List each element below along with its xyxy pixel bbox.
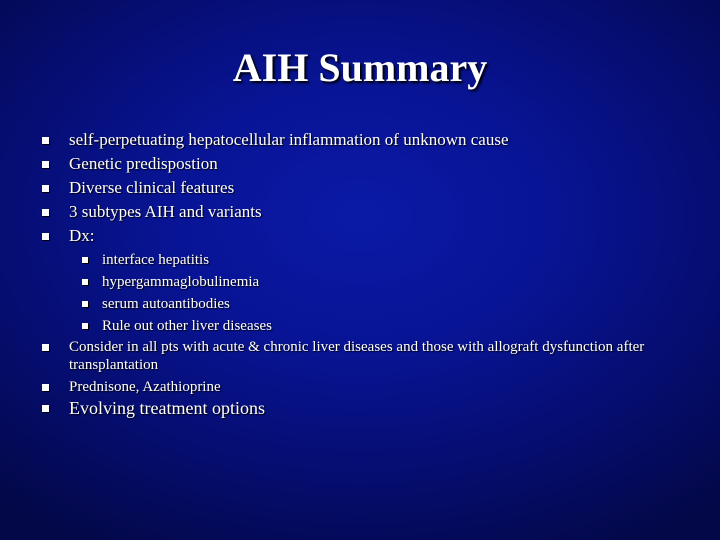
sub-bullet-text: Rule out other liver diseases bbox=[102, 318, 272, 334]
square-bullet-icon bbox=[42, 233, 49, 240]
bullet-text: Evolving treatment options bbox=[69, 398, 265, 418]
square-bullet-icon bbox=[42, 161, 49, 168]
sub-bullet-text: hypergammaglobulinemia bbox=[102, 274, 260, 290]
square-bullet-icon bbox=[42, 185, 49, 192]
slide-title: AIH Summary bbox=[232, 45, 488, 90]
bullet-item bbox=[42, 176, 662, 200]
bullet-list bbox=[42, 128, 662, 420]
bullet-item bbox=[42, 200, 662, 224]
square-bullet-icon bbox=[42, 209, 49, 216]
square-bullet-icon bbox=[42, 384, 49, 391]
bullet-item bbox=[42, 396, 662, 420]
square-bullet-icon bbox=[42, 344, 49, 351]
bullet-text: self-perpetuating hepatocellular inflammation of unknown cause bbox=[69, 130, 509, 149]
bullet-text: Consider in all pts with acute & chronic liver diseases and those with allograft dysfunction after transplantation bbox=[69, 339, 645, 373]
square-bullet-icon bbox=[82, 279, 88, 285]
bullet-item bbox=[42, 152, 662, 176]
bullet-text: Diverse clinical features bbox=[69, 178, 235, 197]
sub-bullet-item bbox=[42, 293, 662, 315]
square-bullet-icon bbox=[82, 323, 88, 329]
sub-bullet-item bbox=[42, 315, 662, 337]
square-bullet-icon bbox=[42, 405, 49, 412]
square-bullet-icon bbox=[82, 301, 88, 307]
bullet-text: Prednisone, Azathioprine bbox=[69, 379, 221, 395]
bullet-text: 3 subtypes AIH and variants bbox=[69, 202, 262, 221]
sub-bullet-item bbox=[42, 249, 662, 271]
bullet-item-dx bbox=[42, 224, 662, 248]
sub-bullet-item bbox=[42, 271, 662, 293]
square-bullet-icon bbox=[82, 257, 88, 263]
bullet-text: Dx: bbox=[69, 226, 95, 245]
bullet-item bbox=[42, 128, 662, 152]
sub-bullet-text: interface hepatitis bbox=[102, 252, 210, 268]
square-bullet-icon bbox=[42, 137, 49, 144]
bullet-item bbox=[42, 378, 662, 396]
sub-bullet-text: serum autoantibodies bbox=[102, 296, 230, 312]
bullet-item bbox=[42, 338, 662, 374]
bullet-text: Genetic predispostion bbox=[69, 154, 218, 173]
